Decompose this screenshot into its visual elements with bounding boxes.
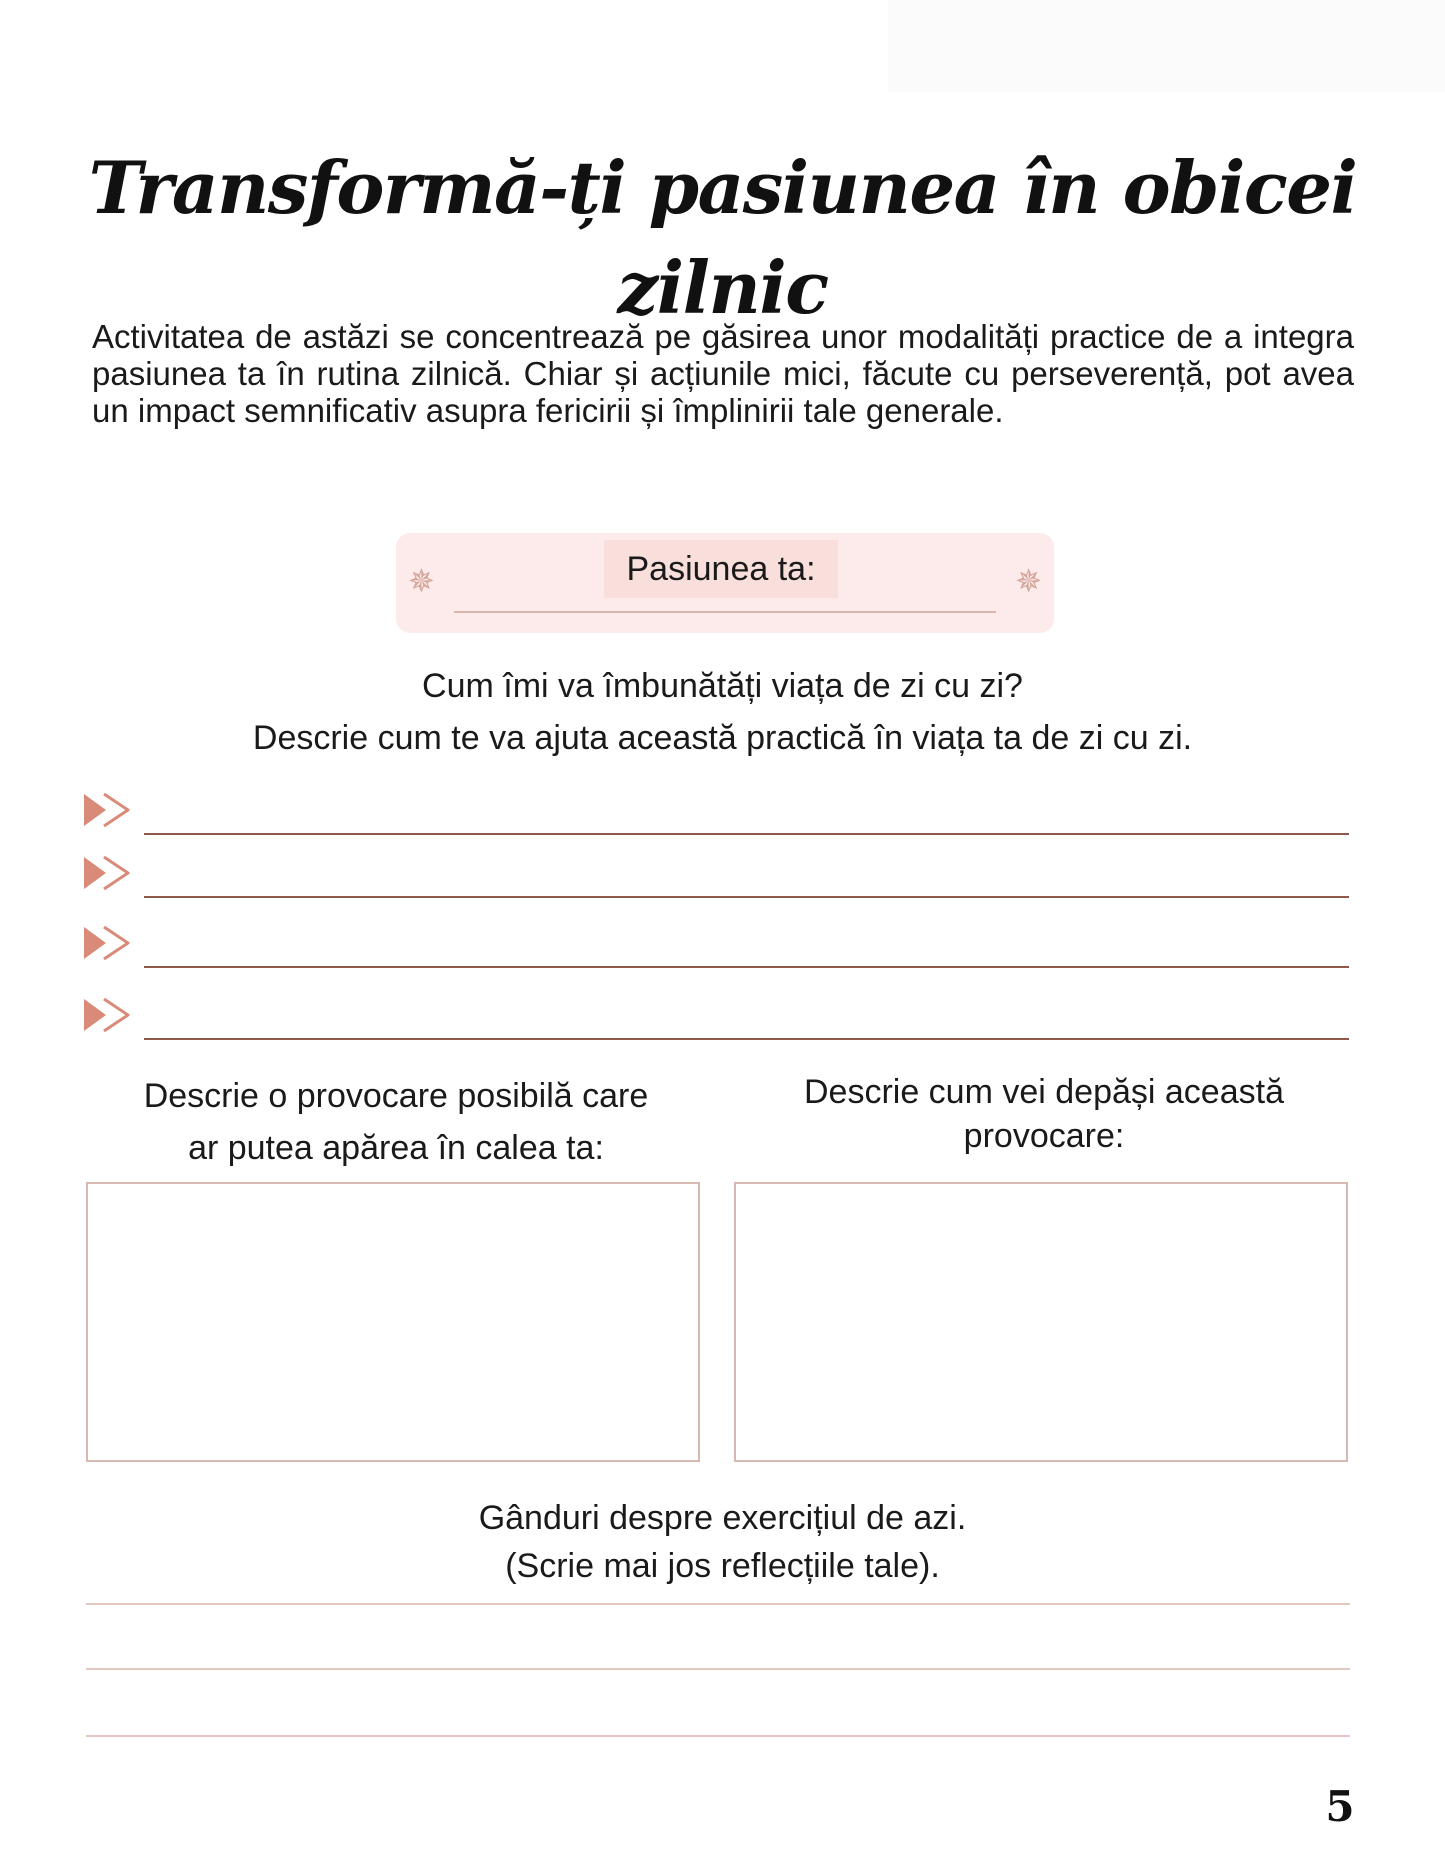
answer-line[interactable] [144,833,1349,835]
overcome-heading [734,1070,1354,1158]
challenge-heading-line-1: Descrie o provocare posibilă care [143,1077,649,1115]
double-arrow-icon [82,853,134,893]
reflection-line-1: Gânduri despre exercițiul de azi. [478,1499,967,1537]
double-arrow-icon [82,790,134,830]
reflection-writing-line[interactable] [86,1668,1350,1670]
answer-row [82,923,1350,969]
answer-row [82,995,1350,1041]
passion-box [396,533,1054,633]
reflection-heading [0,1494,1445,1590]
challenge-heading [86,1070,706,1174]
intro-paragraph: Activitatea de astăzi se concentrează pe găsirea unor modalități practice de a integra pasiunea ta în rutina zilnică. Chiar și acțiunile mici, făcute cu perseverență, pot avea un impact semnificativ asupra fericirii și împlinirii tale generale. [92,318,1354,429]
page-number: 5 [1325,1782,1355,1831]
passion-label: Pasiunea ta: [604,540,838,598]
double-arrow-icon [82,995,134,1035]
reflection-line-2: (Scrie mai jos reflecțiile tale). [505,1547,940,1585]
challenge-answer-box[interactable] [86,1182,700,1462]
question-line-2: Descrie cum te va ajuta această practică în viața ta de zi cu zi. [252,719,1193,757]
answer-row [82,790,1350,836]
overcome-answer-box[interactable] [734,1182,1348,1462]
answer-line[interactable] [144,896,1349,898]
overcome-heading-line-1: Descrie cum vei depăși această [803,1073,1284,1111]
answer-line[interactable] [144,1038,1349,1040]
answer-line[interactable] [144,966,1349,968]
corner-shade [888,0,1445,92]
page-title: Transformă-ți pasiunea în obicei zilnic [88,145,1357,330]
question-line-1: Cum îmi va îmbunătăți viața de zi cu zi? [422,667,1023,705]
challenge-heading-line-2: ar putea apărea în calea ta: [188,1129,604,1167]
double-arrow-icon [82,923,134,963]
star-burst-icon: ✵ [408,563,435,599]
passion-input-line[interactable] [454,611,996,613]
question-block [0,660,1445,764]
answer-row [82,853,1350,899]
star-burst-icon: ✵ [1015,563,1042,599]
reflection-writing-line[interactable] [86,1735,1350,1737]
overcome-heading-line-2: provocare: [963,1117,1125,1155]
reflection-writing-line[interactable] [86,1603,1350,1605]
